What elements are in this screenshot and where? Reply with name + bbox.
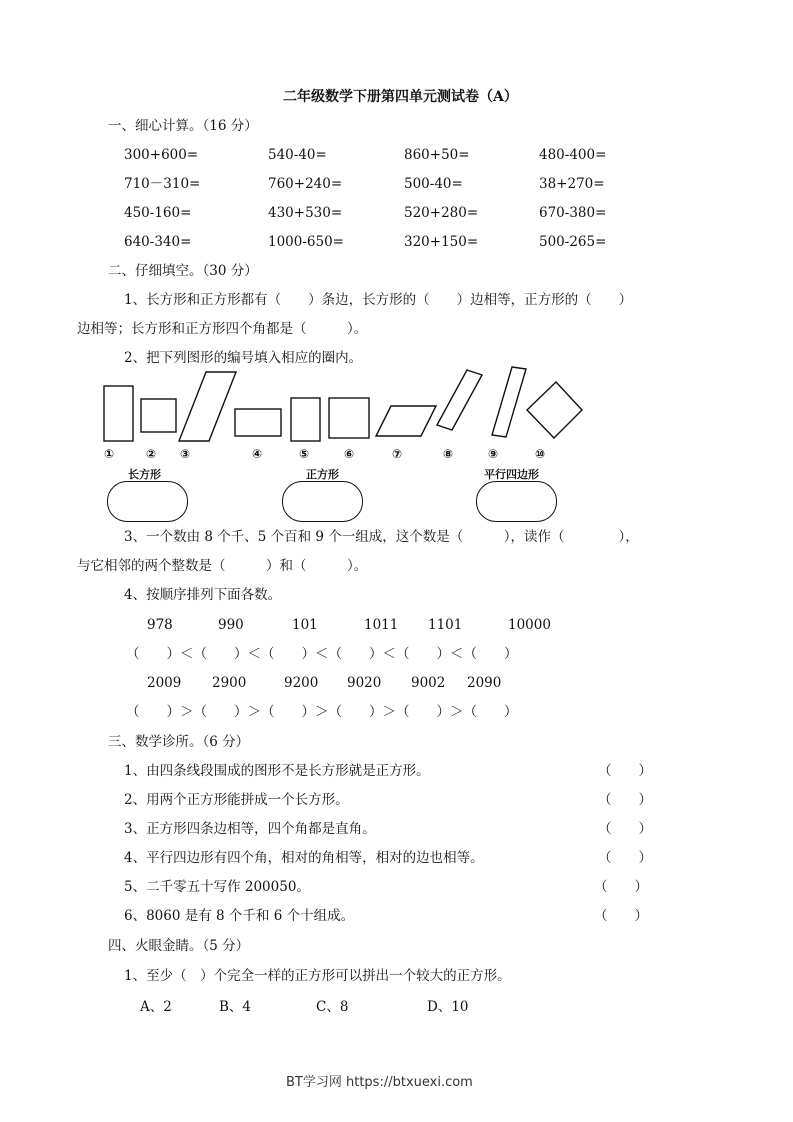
shape-number: ①	[104, 447, 115, 461]
calc-item: 710－310=	[124, 176, 201, 192]
calc-item: 500-265=	[539, 234, 607, 250]
question-2-2: 2、把下列图形的编号填入相应的圈内。	[124, 350, 363, 366]
question-2-4: 4、按顺序排列下面各数。	[124, 587, 282, 603]
question-2-3-line2: 与它相邻的两个整数是（ ）和（ ）。	[77, 558, 368, 574]
shape-number: ⑤	[299, 447, 310, 461]
judge-item: 5、二千零五十写作 200050。	[124, 879, 310, 895]
footer-watermark: BT学习网 https://btxuexi.com	[286, 1075, 473, 1090]
section-1-heading: 一、细心计算。（16 分）	[108, 118, 258, 134]
label-square: 正方形	[306, 468, 339, 481]
question-2-1-line2: 边相等；长方形和正方形四个角都是（ ）。	[77, 321, 368, 337]
shape-number: ⑦	[392, 447, 403, 461]
shape-number: ③	[180, 447, 191, 461]
shapes-figure	[0, 0, 793, 470]
judge-item: 6、8060 是有 8 个千和 6 个十组成。	[124, 908, 355, 924]
judge-item: 2、用两个正方形能拼成一个长方形。	[124, 792, 349, 808]
section-2-heading: 二、仔细填空。（30 分）	[108, 263, 258, 279]
label-rectangle: 长方形	[128, 468, 161, 481]
order-number: 9020	[347, 675, 382, 691]
shape-number: ⑩	[535, 447, 546, 461]
shape-7-parallelogram	[376, 406, 436, 436]
shape-5-rectangle	[291, 398, 320, 441]
order-number: 101	[292, 617, 318, 633]
calc-item: 38+270=	[539, 176, 605, 192]
section-3-heading: 三、数学诊所。（6 分）	[108, 734, 250, 750]
order-number: 1101	[428, 617, 463, 633]
order-number: 2090	[467, 675, 502, 691]
judge-item: 3、正方形四条边相等，四个角都是直角。	[124, 821, 376, 837]
order-number: 9200	[284, 675, 319, 691]
shape-2-square	[141, 399, 176, 432]
shape-number: ②	[146, 447, 157, 461]
shape-number: ④	[252, 447, 263, 461]
calc-item: 520+280=	[404, 205, 479, 221]
calc-item: 300+600=	[124, 147, 199, 163]
option-a[interactable]: A、2	[140, 999, 172, 1015]
shape-6-square	[329, 398, 369, 438]
shape-4-rectangle	[235, 409, 281, 436]
option-b[interactable]: B、4	[219, 999, 252, 1015]
shape-number: ⑥	[344, 447, 355, 461]
shape-9-parallelogram	[492, 367, 526, 437]
order-number: 1011	[364, 617, 399, 633]
judge-paren[interactable]: （ ）	[598, 763, 652, 779]
question-2-3-line1: 3、一个数由 8 个千、5 个百和 9 个一组成，这个数是（ ），读作（ ），	[124, 529, 639, 545]
shape-10-square	[527, 382, 582, 438]
order-number: 10000	[508, 617, 551, 633]
order-number: 2009	[147, 675, 182, 691]
judge-paren[interactable]: （ ）	[594, 908, 648, 924]
judge-paren[interactable]: （ ）	[598, 850, 652, 866]
calc-item: 500-40=	[404, 176, 463, 192]
section-4-heading: 四、火眼金睛。（5 分）	[108, 938, 250, 954]
judge-paren[interactable]: （ ）	[594, 879, 648, 895]
calc-item: 760+240=	[268, 176, 343, 192]
option-c[interactable]: C、8	[316, 999, 349, 1015]
order-number: 990	[218, 617, 244, 633]
judge-item: 1、由四条线段围成的图形不是长方形就是正方形。	[124, 763, 430, 779]
calc-item: 450-160=	[124, 205, 192, 221]
judge-item: 4、平行四边形有四个角，相对的角相等，相对的边也相等。	[124, 850, 484, 866]
page-title: 二年级数学下册第四单元测试卷（A）	[283, 89, 518, 105]
order-number: 9002	[411, 675, 446, 691]
option-d[interactable]: D、10	[427, 999, 469, 1015]
question-4-1: 1、至少（ ）个完全一样的正方形可以拼出一个较大的正方形。	[124, 968, 511, 984]
calc-item: 430+530=	[268, 205, 343, 221]
question-2-1-line1: 1、长方形和正方形都有（ ）条边，长方形的（ ）边相等，正方形的（ ）	[124, 292, 633, 308]
answer-oval-square[interactable]	[282, 481, 363, 522]
order-blanks-ascending: （ ）＜（ ）＜（ ）＜（ ）＜（ ）＜（ ）	[126, 646, 518, 662]
answer-oval-parallelogram[interactable]	[476, 481, 557, 522]
order-number: 2900	[212, 675, 247, 691]
calc-item: 670-380=	[539, 205, 607, 221]
answer-oval-rectangle[interactable]	[107, 481, 188, 522]
order-blanks-descending: （ ）＞（ ）＞（ ）＞（ ）＞（ ）＞（ ）	[126, 704, 518, 720]
shape-8-parallelogram	[437, 370, 482, 430]
label-parallelogram: 平行四边形	[484, 468, 539, 481]
calc-item: 860+50=	[404, 147, 470, 163]
calc-item: 1000-650=	[268, 234, 344, 250]
shape-3-parallelogram	[179, 372, 236, 441]
order-number: 978	[147, 617, 173, 633]
judge-paren[interactable]: （ ）	[598, 792, 652, 808]
calc-item: 320+150=	[404, 234, 479, 250]
shape-1-rectangle	[104, 386, 133, 441]
judge-paren[interactable]: （ ）	[598, 821, 652, 837]
calc-item: 480-400=	[539, 147, 607, 163]
calc-item: 640-340=	[124, 234, 192, 250]
calc-item: 540-40=	[268, 147, 327, 163]
shape-number: ⑨	[488, 447, 499, 461]
shape-number: ⑧	[443, 447, 454, 461]
